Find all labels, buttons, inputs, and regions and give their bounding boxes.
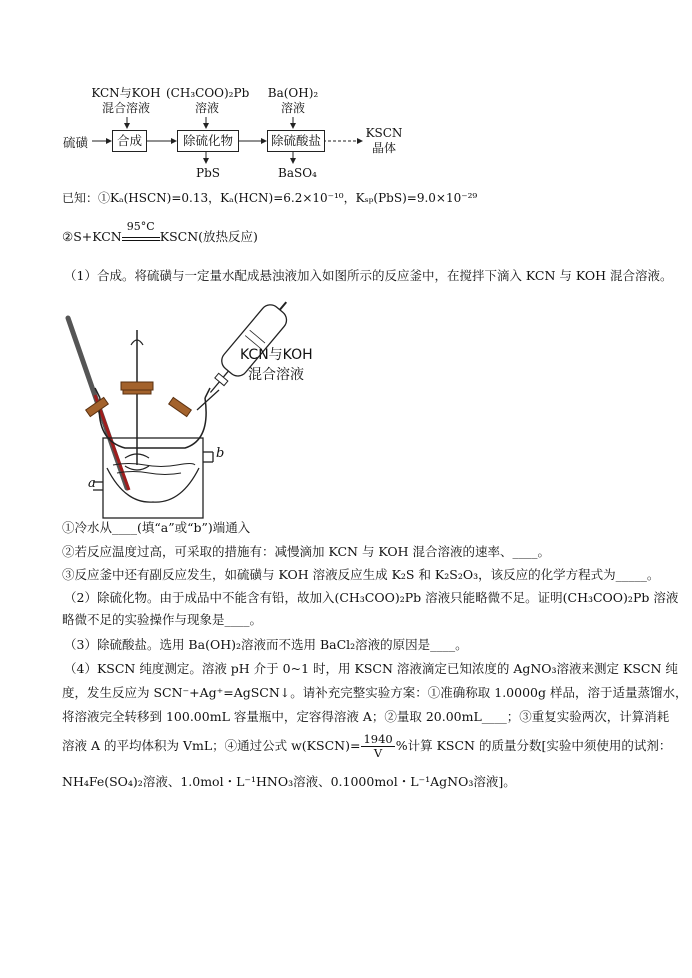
reaction-condition: 95°C [122,230,160,241]
reagent2-label: (CH₃COO)₂Pb 溶液 [166,86,250,115]
q1-c: ③反应釜中还有副反应发生，如硫磺与 KOH 溶液反应生成 K₂S 和 K₂S₂O₃，该反应的化学方程式为_____。 [62,567,660,582]
q4-b: 度，发生反应为 SCN⁻+Ag⁺=AgSCN↓。请补充完整实验方案：①准确称取 1.0000g 样品，溶于适量蒸馏水， [62,685,688,700]
known-line1: 已知：①Kₐ(HSCN)=0.13，Kₐ(HCN)=6.2×10⁻¹⁰，Kₛₚ(PbS)=9.0×10⁻²⁹ [62,191,478,205]
apparatus-label-1: KCN与KOH [240,347,313,363]
q2-b: 略微不足的实验操作与现象是____。 [62,612,263,627]
reagent1-label: KCN与KOH 混合溶液 [91,86,161,115]
step-synthesis: 合成 [112,130,147,152]
q1-a: ①冷水从____(填“a”或“b”)端通入 [62,520,251,535]
q4-d: 溶液 A 的平均体积为 VmL；④通过公式 w(KSCN)= $\frac{1940}{V}$ %计算 KSCN 的质量分数[实验中须使用的试剂： [62,732,672,760]
q3: （3）除硫酸盐。选用 Ba(OH)₂溶液而不选用 BaCl₂溶液的原因是____。 [64,637,468,652]
flow-arrows [0,0,692,200]
q2-a: （2）除硫化物。由于成品中不能含有铅，故加入(CH₃COO)₂Pb 溶液只能略微不足。证明(CH₃COO)₂Pb 溶液 [64,590,679,605]
step-remove-sulfate: 除硫酸盐 [267,130,325,152]
formula-fraction: $\frac{1940}{V}$ [363,732,393,760]
reagent3-label: Ba(OH)₂ 溶液 [267,86,319,115]
known-line2: ②S+KCN 95°C KSCN(放热反应) [62,220,258,244]
port-b-label: b [216,446,225,461]
apparatus-label-2: 混合溶液 [248,367,304,383]
q1-b: ②若反应温度过高，可采取的措施有：减慢滴加 KCN 与 KOH 混合溶液的速率、____。 [62,544,551,559]
byproduct-pbs: PbS [196,166,220,180]
q4-c: 将溶液完全转移到 100.00mL 容量瓶中，定容得溶液 A；②量取 20.00mL____；③重复实验两次，计算消耗 [62,709,670,724]
product-label: KSCN 晶体 [365,126,403,155]
start-label: 硫磺 [63,135,89,150]
port-a-label: a [88,476,96,491]
byproduct-baso4: BaSO₄ [278,166,317,180]
q4-e: NH₄Fe(SO₄)₂溶液、1.0mol・L⁻¹HNO₃溶液、0.1000mol・L⁻¹AgNO₃溶液]。 [62,774,516,789]
step-remove-sulfide: 除硫化物 [177,130,239,152]
q4-a: （4）KSCN 纯度测定。溶液 pH 介于 0~1 时，用 KSCN 溶液滴定已知浓度的 AgNO₃溶液来测定 KSCN 纯 [64,661,678,676]
reactor-apparatus [55,290,355,520]
q1-intro: （1）合成。将硫磺与一定量水配成悬浊液加入如图所示的反应釜中，在搅拌下滴入 KCN 与 KOH 混合溶液。 [64,268,673,283]
